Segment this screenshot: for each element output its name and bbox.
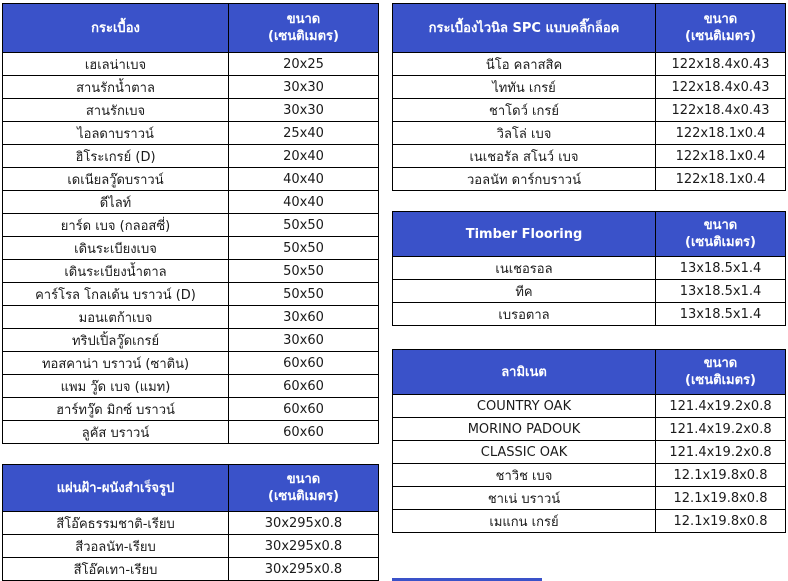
product-name-cell: ทอสคาน่า บราวน์ (ซาติน) — [3, 352, 229, 375]
product-size-cell: 122x18.4x0.43 — [656, 99, 786, 122]
product-size-cell: 40x40 — [229, 168, 379, 191]
table-row — [393, 395, 786, 418]
panels-title: แผ่นฝ้า-ผนังสำเร็จรูป — [3, 465, 229, 512]
product-size-cell: 122x18.4x0.43 — [656, 76, 786, 99]
product-name-cell: เบรอตาล — [393, 303, 656, 326]
product-size-cell: 50x50 — [229, 260, 379, 283]
product-size-cell: 60x60 — [229, 398, 379, 421]
product-size-cell: 121.4x19.2x0.8 — [656, 441, 786, 464]
spc-title: กระเบื้องไวนิล SPC แบบคลิ๊กล็อค — [393, 4, 656, 53]
product-size-cell: 50x50 — [229, 283, 379, 306]
tiles-rows — [3, 53, 379, 444]
table-row — [393, 280, 786, 303]
table-row — [3, 352, 379, 375]
table-row — [393, 510, 786, 533]
size-header-line-2: (เซนติเมตร) — [268, 29, 339, 44]
table-row — [393, 76, 786, 99]
product-size-cell: 13x18.5x1.4 — [656, 303, 786, 326]
product-name-cell: ชาเน่ บราวน์ — [393, 487, 656, 510]
product-name-cell: คาร์โรล โกลเด้น บราวน์ (D) — [3, 283, 229, 306]
product-name-cell: ดีไลท์ — [3, 191, 229, 214]
product-name-cell: ไททัน เกรย์ — [393, 76, 656, 99]
product-size-cell: 12.1x19.8x0.8 — [656, 487, 786, 510]
product-size-cell: 25x40 — [229, 122, 379, 145]
product-size-cell: 13x18.5x1.4 — [656, 280, 786, 303]
product-name-cell: CLASSIC OAK — [393, 441, 656, 464]
table-row — [393, 257, 786, 280]
product-name-cell: เมแกน เกรย์ — [393, 510, 656, 533]
product-size-cell: 30x295x0.8 — [229, 535, 379, 558]
product-size-cell: 50x50 — [229, 214, 379, 237]
product-name-cell: แพม วู๊ด เบจ (แมท) — [3, 375, 229, 398]
size-header-line-1: ขนาด — [703, 218, 738, 233]
laminate-rows — [393, 395, 786, 533]
table-row — [393, 168, 786, 191]
table-row — [3, 191, 379, 214]
spc-table — [392, 3, 786, 191]
product-size-cell: 60x60 — [229, 375, 379, 398]
table-row — [3, 99, 379, 122]
product-size-cell: 12.1x19.8x0.8 — [656, 464, 786, 487]
table-row — [3, 260, 379, 283]
product-name-cell: ชาวิช เบจ — [393, 464, 656, 487]
product-name-cell: ไอลดาบราวน์ — [3, 122, 229, 145]
product-size-cell: 12.1x19.8x0.8 — [656, 510, 786, 533]
timber-title: Timber Flooring — [393, 212, 656, 257]
product-size-cell: 20x40 — [229, 145, 379, 168]
size-header — [229, 465, 379, 512]
table-row — [393, 145, 786, 168]
product-name-cell: เนเชอรอล — [393, 257, 656, 280]
product-name-cell: มอนเตก้าเบจ — [3, 306, 229, 329]
size-header-line-1: ขนาด — [286, 12, 321, 27]
tiles-title: กระเบื้อง — [3, 4, 229, 53]
product-size-cell: 30x60 — [229, 329, 379, 352]
table-row — [3, 237, 379, 260]
product-name-cell: ทีค — [393, 280, 656, 303]
product-name-cell: เฮเลน่าเบจ — [3, 53, 229, 76]
table-row — [393, 418, 786, 441]
product-size-cell: 30x295x0.8 — [229, 558, 379, 581]
product-name-cell: MORINO PADOUK — [393, 418, 656, 441]
product-size-cell: 13x18.5x1.4 — [656, 257, 786, 280]
product-name-cell: เดเนียลวู๊ดบราวน์ — [3, 168, 229, 191]
size-header — [656, 350, 786, 395]
product-name-cell: ทริปเปิ้ลวู๊ดเกรย์ — [3, 329, 229, 352]
product-size-cell: 30x30 — [229, 99, 379, 122]
product-name-cell: สีโอ๊คธรรมชาติ-เรียบ — [3, 512, 229, 535]
product-size-cell: 20x25 — [229, 53, 379, 76]
table-row — [3, 53, 379, 76]
product-name-cell: วิลโล่ เบจ — [393, 122, 656, 145]
spc-rows — [393, 53, 786, 191]
laminate-table — [392, 349, 786, 533]
tiles-table — [2, 3, 379, 444]
product-name-cell: ฮาร์ทวู๊ด มิกซ์ บราวน์ — [3, 398, 229, 421]
table-row — [393, 487, 786, 510]
panels-table — [2, 464, 379, 581]
product-name-cell: สานรักน้ำตาล — [3, 76, 229, 99]
table-row — [3, 558, 379, 581]
size-header-line-1: ขนาด — [703, 356, 738, 371]
product-name-cell: สีวอลนัท-เรียบ — [3, 535, 229, 558]
table-row — [393, 53, 786, 76]
product-size-cell: 50x50 — [229, 237, 379, 260]
product-size-cell: 122x18.4x0.43 — [656, 53, 786, 76]
table-row — [3, 122, 379, 145]
table-row — [3, 375, 379, 398]
panels-rows — [3, 512, 379, 581]
product-name-cell: สานรักเบจ — [3, 99, 229, 122]
product-name-cell: ลูคัส บราวน์ — [3, 421, 229, 444]
product-name-cell: สีโอ๊คเทา-เรียบ — [3, 558, 229, 581]
product-size-cell: 30x295x0.8 — [229, 512, 379, 535]
table-row — [3, 398, 379, 421]
size-header-line-2: (เซนติเมตร) — [268, 489, 339, 504]
size-header — [656, 4, 786, 53]
product-name-cell: ฮิโระเกรย์ (D) — [3, 145, 229, 168]
table-row — [3, 76, 379, 99]
product-size-cell: 122x18.1x0.4 — [656, 145, 786, 168]
table-header-row — [393, 212, 786, 257]
table-header-row — [393, 350, 786, 395]
table-row — [3, 306, 379, 329]
timber-table — [392, 211, 786, 326]
size-header-line-1: ขนาด — [703, 12, 738, 27]
product-name-cell: เดินระเบียงเบจ — [3, 237, 229, 260]
product-name-cell: นีโอ คลาสสิค — [393, 53, 656, 76]
product-size-cell: 60x60 — [229, 421, 379, 444]
table-row — [3, 168, 379, 191]
table-row — [3, 214, 379, 237]
table-row — [393, 303, 786, 326]
table-row — [3, 283, 379, 306]
product-name-cell: ยาร์ด เบจ (กลอสซี่) — [3, 214, 229, 237]
timber-rows — [393, 257, 786, 326]
product-name-cell: เนเชอรัล สโนว์ เบจ — [393, 145, 656, 168]
table-header-row — [3, 465, 379, 512]
table-row — [3, 329, 379, 352]
product-size-cell: 40x40 — [229, 191, 379, 214]
laminate-title: ลามิเนต — [393, 350, 656, 395]
product-size-cell: 30x60 — [229, 306, 379, 329]
table-row — [393, 122, 786, 145]
product-name-cell: ชาโดว์ เกรย์ — [393, 99, 656, 122]
table-row — [3, 145, 379, 168]
product-size-cell: 121.4x19.2x0.8 — [656, 418, 786, 441]
product-size-cell: 60x60 — [229, 352, 379, 375]
product-size-cell: 122x18.1x0.4 — [656, 168, 786, 191]
table-row — [393, 441, 786, 464]
table-row — [3, 535, 379, 558]
size-header-line-2: (เซนติเมตร) — [685, 29, 756, 44]
size-header-line-2: (เซนติเมตร) — [685, 235, 756, 250]
table-row — [3, 421, 379, 444]
table-row — [393, 464, 786, 487]
table-header-row — [393, 4, 786, 53]
size-header — [229, 4, 379, 53]
product-name-cell: วอลนัท ดาร์กบราวน์ — [393, 168, 656, 191]
size-header-line-1: ขนาด — [286, 472, 321, 487]
product-size-cell: 122x18.1x0.4 — [656, 122, 786, 145]
table-row — [393, 99, 786, 122]
product-size-cell: 30x30 — [229, 76, 379, 99]
product-size-cell: 121.4x19.2x0.8 — [656, 395, 786, 418]
table-row — [3, 512, 379, 535]
size-header-line-2: (เซนติเมตร) — [685, 373, 756, 388]
size-header — [656, 212, 786, 257]
product-name-cell: COUNTRY OAK — [393, 395, 656, 418]
table-header-row — [3, 4, 379, 53]
product-name-cell: เดินระเบียงน้ำตาล — [3, 260, 229, 283]
